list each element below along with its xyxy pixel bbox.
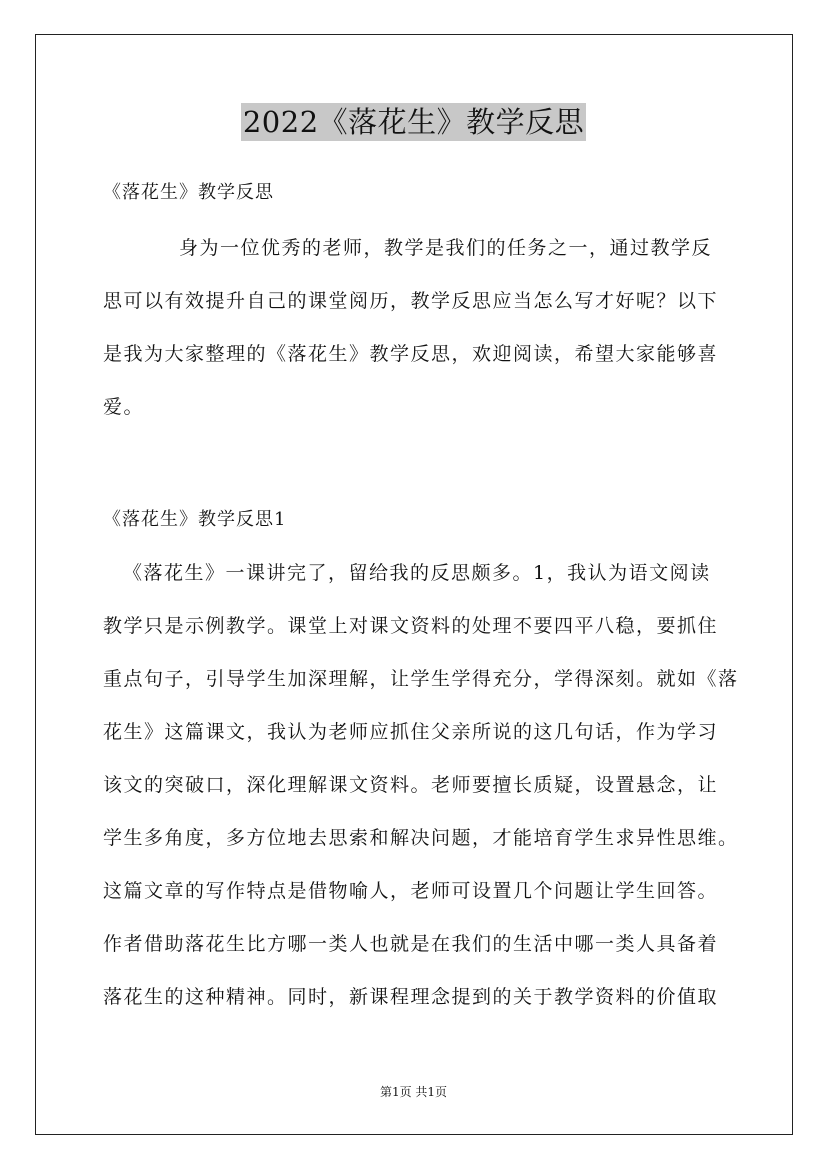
page-footer: 第1页 共1页 xyxy=(379,1085,448,1099)
section-heading-intro: 《落花生》教学反思 xyxy=(103,182,274,203)
intro-line: 思可以有效提升自己的课堂阅历，教学反思应当怎么写才好呢？以下 xyxy=(103,290,719,312)
section-heading-1: 《落花生》教学反思1 xyxy=(103,509,287,530)
body-line: 这篇文章的写作特点是借物喻人，老师可设置几个问题让学生回答。 xyxy=(103,880,719,902)
body-line: 作者借助落花生比方哪一类人也就是在我们的生活中哪一类人具备着 xyxy=(103,933,719,955)
body-paragraph xyxy=(103,547,739,1024)
body-line: 学生多角度，多方位地去思索和解决问题，才能培育学生求异性思维。 xyxy=(103,827,739,849)
body-line: 《落花生》一课讲完了，留给我的反思颇多。1，我认为语文阅读 xyxy=(123,562,711,584)
intro-line: 爱。 xyxy=(103,396,145,418)
document-title-wrap xyxy=(0,103,827,141)
body-line: 该文的突破口，深化理解课文资料。老师要擅长质疑，设置悬念，让 xyxy=(103,774,719,796)
body-line: 落花生的这种精神。同时，新课程理念提到的关于教学资料的价值取 xyxy=(103,986,719,1008)
body-line: 重点句子，引导学生加深理解，让学生学得充分，学得深刻。就如《落 xyxy=(103,668,739,690)
intro-line: 身为一位优秀的老师，教学是我们的任务之一，通过教学反 xyxy=(179,237,713,259)
intro-paragraph xyxy=(103,222,728,434)
body-line: 花生》这篇课文，我认为老师应抓住父亲所说的这几句话，作为学习 xyxy=(103,721,719,743)
body-line: 教学只是示例教学。课堂上对课文资料的处理不要四平八稳，要抓住 xyxy=(103,615,719,637)
document-title: 2022《落花生》教学反思 xyxy=(242,105,585,139)
intro-line: 是我为大家整理的《落花生》教学反思，欢迎阅读，希望大家能够喜 xyxy=(103,343,719,365)
